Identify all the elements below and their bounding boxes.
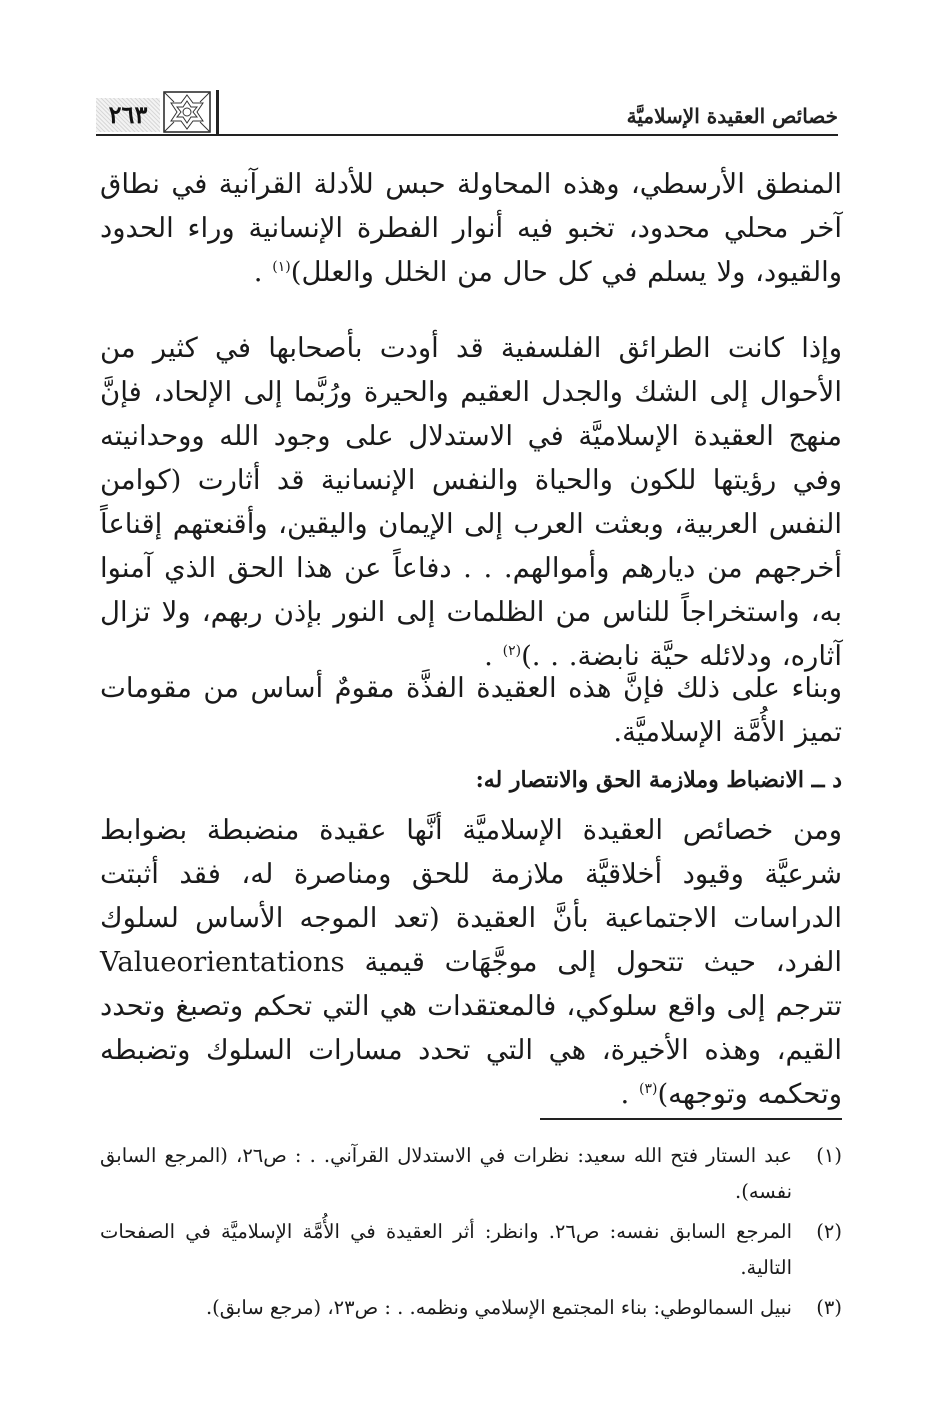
section-heading: د ــ الانضباط وملازمة الحق والانتصار له: (475, 767, 842, 793)
footnote-text: عبد الستار فتح الله سعيد: نظرات في الاستدلال القرآني. . : ص٢٦، (المرجع السابق نفسه). (100, 1144, 792, 1203)
footnote-ref-3[interactable]: (٣) (638, 1080, 658, 1097)
footnote-number: (٢) (816, 1220, 842, 1243)
paragraph-3: وبناء على ذلك فإنَّ هذه العقيدة الفذَّة مقومٌ أساس من مقومات تميز الأُمَّة الإسلاميَّة. (100, 672, 842, 748)
paragraph-4: ومن خصائص العقيدة الإسلاميَّة أنَّها عقيدة منضبطة بضوابط شرعيَّة وقيود أخلاقيَّة ملازمة للحق ومناصرة له، فقد أثبتت الدراسات الاجتماعية بأنَّ العقيدة (تعد الموجه الأساس لسلوك الفرد، حيث تتحول إلى موجَّهَات قيمية Valueorientations تترجم إلى واقع سلوكي، فالمعتقدات هي التي تحكم وتصبغ وتحدد القيم، وهذه الأخيرة، هي التي تحدد مسارات السلوك وتضبطه وتحكمه وتوجهه)$^{(٣)}$ . (100, 814, 842, 1110)
footnote-text: نبيل السمالوطي: بناء المجتمع الإسلامي ونظمه. . : ص٢٣، (مرجع سابق). (205, 1296, 792, 1319)
footnote-1 (100, 1138, 842, 1210)
footnote-rule (540, 1118, 842, 1120)
latin-term: Valueorientations (100, 946, 345, 978)
footnote-ref-1[interactable]: (١) (272, 258, 291, 275)
footnotes (100, 1138, 842, 1330)
paragraph-1: المنطق الأرسطي، وهذه المحاولة حبس للأدلة القرآنية في نطاق آخر محلي محدود، تخبو فيه أنوار الفطرة الإنسانية وراء الحدود والقيود، ولا يسلم في كل حال من الخلل والعلل)$^{(١)}$ . (100, 168, 842, 288)
footnote-number: (١) (816, 1144, 842, 1167)
running-title: خصائص العقيدة الإسلاميَّة (626, 104, 838, 128)
geometric-ornament-icon (162, 90, 212, 134)
footnote-text: المرجع السابق نفسه: ص٢٦. وانظر: أثر العقيدة في الأُمَّة الإسلاميَّة في الصفحات التالية. (100, 1220, 792, 1279)
page-number: ٢٦٣ (96, 98, 160, 132)
footnote-2 (100, 1214, 842, 1286)
page-number-badge (96, 88, 226, 136)
header-separator (216, 90, 219, 136)
footnote-ref-2[interactable]: (٢) (502, 642, 522, 659)
paragraph-2: وإذا كانت الطرائق الفلسفية قد أودت بأصحابها في كثير من الأحوال إلى الشك والجدل العقيم والحيرة ورُبَّما إلى الإلحاد، فإنَّ منهج العقيدة الإسلاميَّة في الاستدلال على وجود الله ووحدانيته وفي رؤيتها للكون والحياة والنفس الإنسانية قد أثارت (كوامن النفس العربية، وبعثت العرب إلى الإيمان واليقين، وأقنعتهم إقناعاً أخرجهم من ديارهم وأموالهم. . . دفاعاً عن هذا الحق الذي آمنوا به، واستخراجاً للناس من الظلمات إلى النور بإذن ربهم، ولا تزال آثاره، ودلائله حيَّة نابضة. . .)$^{(٢)}$ . (100, 332, 842, 672)
header-rule (96, 134, 838, 136)
footnote-number: (٣) (816, 1296, 842, 1319)
footnote-3 (100, 1290, 842, 1326)
page-header (96, 80, 838, 136)
